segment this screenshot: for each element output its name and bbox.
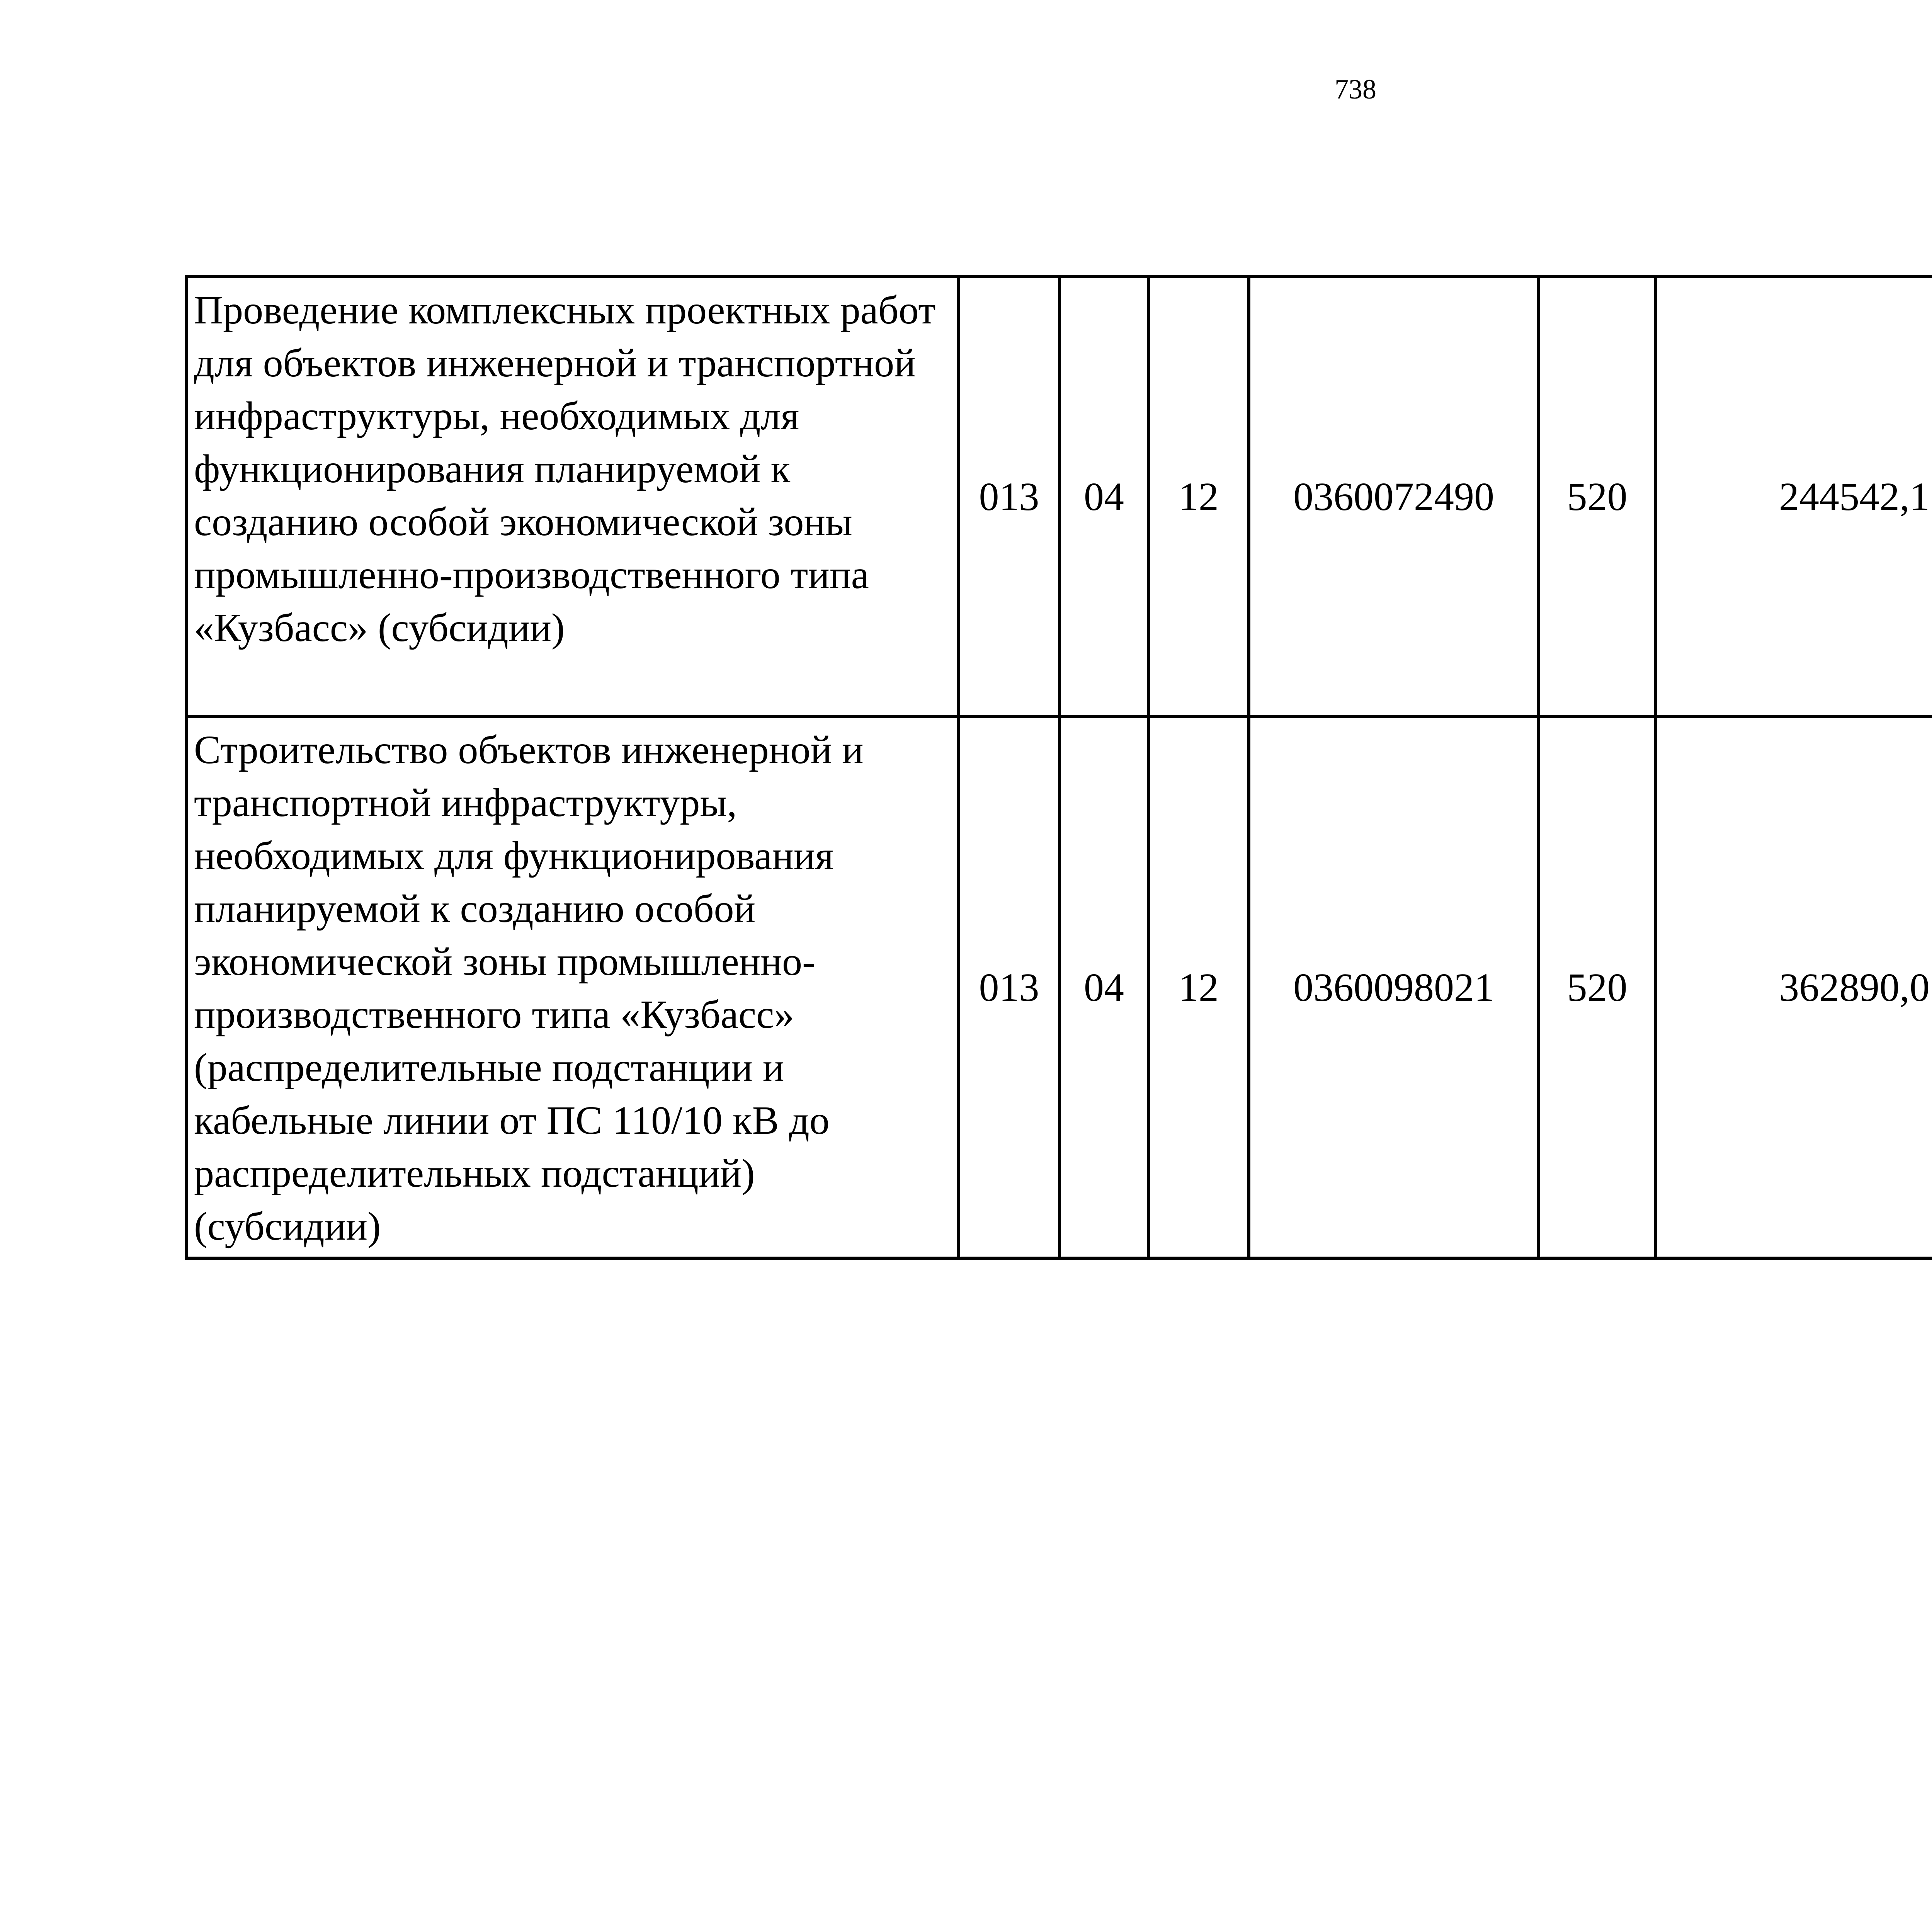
- ministry-code-cell: 013: [959, 277, 1060, 716]
- description-cell: Строительство объектов инженерной и транспортной инфраструктуры, необходимых для функционирования планируемой к созданию особой экономической зоны промышленно-производственного типа «Кузбасс» (распределительные подстанции и кабельные линии от ПС 110/10 кВ до распределительных подстанций) (субсидии): [186, 716, 959, 1258]
- expense-type-cell: 520: [1539, 277, 1656, 716]
- subsection-code-cell: 12: [1148, 277, 1249, 716]
- table-row: [186, 277, 1932, 716]
- budget-table: [185, 275, 1932, 1260]
- ministry-code-cell: 013: [959, 716, 1060, 1258]
- target-article-cell: 0360072490: [1249, 277, 1539, 716]
- amount-cell: 244542,1: [1656, 277, 1932, 716]
- amount-cell: 362890,0: [1656, 716, 1932, 1258]
- description-cell: Проведение комплексных проектных работ для объектов инженерной и транспортной инфраструктуры, необходимых для функционирования планируемой к созданию особой экономической зоны промышленно-производственного типа «Кузбасс» (субсидии): [186, 277, 959, 716]
- target-article-cell: 0360098021: [1249, 716, 1539, 1258]
- expense-type-cell: 520: [1539, 716, 1656, 1258]
- subsection-code-cell: 12: [1148, 716, 1249, 1258]
- page-number: 738: [1335, 74, 1376, 105]
- section-code-cell: 04: [1060, 716, 1148, 1258]
- section-code-cell: 04: [1060, 277, 1148, 716]
- table-row: [186, 716, 1932, 1258]
